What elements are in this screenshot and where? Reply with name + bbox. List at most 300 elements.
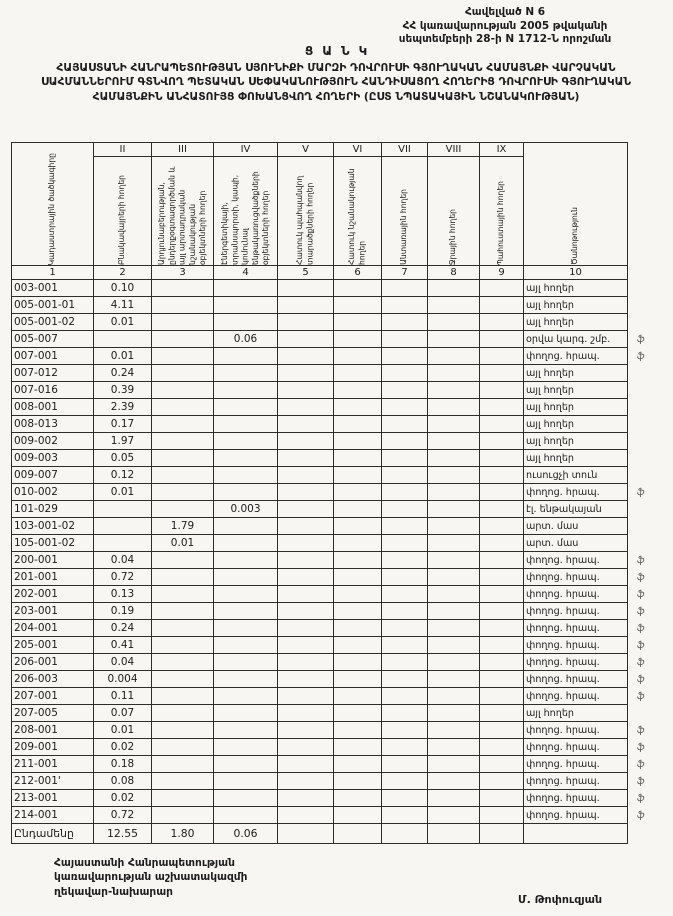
cell-margin-mark bbox=[628, 416, 670, 433]
cell-col3 bbox=[152, 501, 214, 518]
cell-col8 bbox=[428, 552, 480, 569]
handwritten-mark: ֆ bbox=[636, 554, 646, 567]
cell-col5 bbox=[278, 433, 334, 450]
cell-col6 bbox=[334, 705, 382, 722]
cell-col2: 0.12 bbox=[94, 467, 152, 484]
cell-col7 bbox=[382, 314, 428, 331]
cell-margin-mark bbox=[628, 671, 670, 688]
cell-col3 bbox=[152, 790, 214, 807]
cell-col8 bbox=[428, 603, 480, 620]
cell-note: փողոց. հրապ. bbox=[524, 739, 628, 756]
roman-numeral-col-5: V bbox=[278, 143, 334, 157]
cell-col5 bbox=[278, 484, 334, 501]
col-header-cadastral-code-label: Կադաստրային ծածկագիրը bbox=[47, 152, 57, 265]
cell-col7 bbox=[382, 773, 428, 790]
handwritten-mark: ֆ bbox=[636, 656, 646, 669]
col-number-4: 4 bbox=[214, 266, 278, 280]
col-header-8-label: Ջրային հողեր bbox=[448, 208, 458, 265]
cell-note: արտ. մաս bbox=[524, 535, 628, 552]
cell-col6 bbox=[334, 314, 382, 331]
cell-col4: 0.06 bbox=[214, 331, 278, 348]
cell-col9 bbox=[480, 586, 524, 603]
cell-col8 bbox=[428, 586, 480, 603]
table-row bbox=[12, 297, 670, 314]
cell-col3 bbox=[152, 280, 214, 297]
table-row bbox=[12, 535, 670, 552]
table-row bbox=[12, 416, 670, 433]
cell-col8 bbox=[428, 501, 480, 518]
table-row bbox=[12, 484, 670, 501]
cell-col3 bbox=[152, 314, 214, 331]
cell-col2: 0.01 bbox=[94, 722, 152, 739]
cell-col6 bbox=[334, 739, 382, 756]
cell-cadastral-code: 211-001 bbox=[12, 756, 94, 773]
cell-col3 bbox=[152, 773, 214, 790]
cell-col8 bbox=[428, 671, 480, 688]
cell-col2: 0.24 bbox=[94, 620, 152, 637]
cell-note: փողոց. հրապ. bbox=[524, 348, 628, 365]
col-number-1: 1 bbox=[12, 266, 94, 280]
table-row bbox=[12, 450, 670, 467]
col-number-8: 8 bbox=[428, 266, 480, 280]
cell-col5 bbox=[278, 297, 334, 314]
cell-col8 bbox=[428, 433, 480, 450]
cell-col3 bbox=[152, 399, 214, 416]
table-row bbox=[12, 382, 670, 399]
cell-col9 bbox=[480, 705, 524, 722]
cell-col5 bbox=[278, 569, 334, 586]
roman-numeral-col-3: III bbox=[152, 143, 214, 157]
roman-numeral-col-9: IX bbox=[480, 143, 524, 157]
cell-col2: 0.72 bbox=[94, 807, 152, 824]
table-row bbox=[12, 790, 670, 807]
roman-numeral-col-6: VI bbox=[334, 143, 382, 157]
handwritten-mark: ֆ bbox=[636, 486, 646, 499]
cell-col9 bbox=[480, 722, 524, 739]
cell-col5 bbox=[278, 467, 334, 484]
cell-col7 bbox=[382, 433, 428, 450]
col-number-9: 9 bbox=[480, 266, 524, 280]
cell-margin-mark bbox=[628, 722, 670, 739]
cell-margin-mark bbox=[628, 467, 670, 484]
cell-col7 bbox=[382, 688, 428, 705]
totals-note bbox=[524, 824, 628, 844]
handwritten-mark: ֆ bbox=[636, 588, 646, 601]
cell-margin-mark bbox=[628, 637, 670, 654]
cell-col5 bbox=[278, 382, 334, 399]
cell-note: այլ հողեր bbox=[524, 399, 628, 416]
cell-col6 bbox=[334, 535, 382, 552]
cell-col6 bbox=[334, 518, 382, 535]
cell-col3 bbox=[152, 433, 214, 450]
cell-col9 bbox=[480, 535, 524, 552]
cell-col3 bbox=[152, 365, 214, 382]
cell-col3 bbox=[152, 348, 214, 365]
totals-label: Ընդամենը bbox=[12, 824, 94, 844]
cell-col3 bbox=[152, 620, 214, 637]
cell-col6 bbox=[334, 450, 382, 467]
cell-note: փողոց. հրապ. bbox=[524, 756, 628, 773]
col-header-6-label: Հատուկ նշանակության հողեր bbox=[347, 168, 367, 265]
signatory-line-3: ղեկավար-նախարար bbox=[54, 885, 173, 898]
cell-cadastral-code: 009-003 bbox=[12, 450, 94, 467]
decree-line-1: ՀՀ կառավարության 2005 թվականի bbox=[402, 19, 608, 32]
cell-col6 bbox=[334, 484, 382, 501]
cell-col7 bbox=[382, 705, 428, 722]
cell-col7 bbox=[382, 807, 428, 824]
cell-col9 bbox=[480, 739, 524, 756]
cell-col5 bbox=[278, 688, 334, 705]
signatory-line-2: կառավարության աշխատակազմի bbox=[54, 871, 248, 884]
cell-col5 bbox=[278, 501, 334, 518]
cell-col4 bbox=[214, 705, 278, 722]
cell-margin-mark bbox=[628, 501, 670, 518]
cell-col8 bbox=[428, 654, 480, 671]
cell-cadastral-code: 207-001 bbox=[12, 688, 94, 705]
cell-margin-mark bbox=[628, 654, 670, 671]
col-header-9-label: Պահուստային հողեր bbox=[496, 180, 506, 265]
cell-col2: 0.41 bbox=[94, 637, 152, 654]
cell-margin-mark bbox=[628, 280, 670, 297]
handwritten-mark: ֆ bbox=[636, 571, 646, 584]
cell-col5 bbox=[278, 450, 334, 467]
handwritten-mark: ֆ bbox=[636, 673, 646, 686]
col-number-3: 3 bbox=[152, 266, 214, 280]
cell-col2: 2.39 bbox=[94, 399, 152, 416]
cell-col4 bbox=[214, 433, 278, 450]
cell-col6 bbox=[334, 501, 382, 518]
table-row bbox=[12, 603, 670, 620]
table-row bbox=[12, 773, 670, 790]
cell-col4 bbox=[214, 450, 278, 467]
col-header-5-label: Հատուկ պահպանվող տարածքների հողեր bbox=[295, 175, 315, 265]
cell-col4 bbox=[214, 382, 278, 399]
cell-note: այլ հողեր bbox=[524, 280, 628, 297]
cell-col2: 0.17 bbox=[94, 416, 152, 433]
cell-col4 bbox=[214, 280, 278, 297]
col-number-6: 6 bbox=[334, 266, 382, 280]
cell-cadastral-code: 212-001' bbox=[12, 773, 94, 790]
cell-col7 bbox=[382, 280, 428, 297]
appendix-label: Հավելված N 6 bbox=[464, 6, 546, 18]
cell-col6 bbox=[334, 552, 382, 569]
cell-col8 bbox=[428, 773, 480, 790]
cell-col3 bbox=[152, 688, 214, 705]
cell-col5 bbox=[278, 331, 334, 348]
cell-margin-mark bbox=[628, 297, 670, 314]
cell-col7 bbox=[382, 603, 428, 620]
cell-col2 bbox=[94, 501, 152, 518]
cell-cadastral-code: 101-029 bbox=[12, 501, 94, 518]
cell-col6 bbox=[334, 586, 382, 603]
cell-col8 bbox=[428, 280, 480, 297]
cell-col9 bbox=[480, 314, 524, 331]
cell-col9 bbox=[480, 365, 524, 382]
totals-col8 bbox=[428, 824, 480, 844]
cell-col6 bbox=[334, 722, 382, 739]
cell-col3 bbox=[152, 671, 214, 688]
cell-col8 bbox=[428, 382, 480, 399]
cell-cadastral-code: 003-001 bbox=[12, 280, 94, 297]
cell-col4 bbox=[214, 620, 278, 637]
cell-col4 bbox=[214, 399, 278, 416]
handwritten-mark: ֆ bbox=[636, 758, 646, 771]
handwritten-mark: ֆ bbox=[636, 724, 646, 737]
cell-col7 bbox=[382, 654, 428, 671]
cell-col2: 0.02 bbox=[94, 790, 152, 807]
totals-col6 bbox=[334, 824, 382, 844]
cell-cadastral-code: 214-001 bbox=[12, 807, 94, 824]
cell-cadastral-code: 009-007 bbox=[12, 467, 94, 484]
cell-col6 bbox=[334, 807, 382, 824]
roman-numeral-col-7: VII bbox=[382, 143, 428, 157]
cell-col4 bbox=[214, 484, 278, 501]
cell-col9 bbox=[480, 654, 524, 671]
cell-cadastral-code: 005-001-02 bbox=[12, 314, 94, 331]
margin-mark-number-cell bbox=[628, 266, 670, 280]
table-row bbox=[12, 552, 670, 569]
col-header-3-label: Արդյունաբերության, ընդերքօգտագործման և այլ արտադրական նշանակության օբյեկտների հողեր bbox=[156, 166, 207, 265]
cell-cadastral-code: 209-001 bbox=[12, 739, 94, 756]
cell-col2 bbox=[94, 518, 152, 535]
cell-col4 bbox=[214, 348, 278, 365]
cell-cadastral-code: 010-002 bbox=[12, 484, 94, 501]
cell-col9 bbox=[480, 416, 524, 433]
cell-cadastral-code: 007-001 bbox=[12, 348, 94, 365]
cell-note: փողոց. հրապ. bbox=[524, 603, 628, 620]
cell-col4 bbox=[214, 552, 278, 569]
signatory-name: Մ. Թոփուզյան bbox=[518, 893, 603, 906]
cell-col4 bbox=[214, 654, 278, 671]
cell-cadastral-code: 007-012 bbox=[12, 365, 94, 382]
handwritten-mark: ֆ bbox=[636, 622, 646, 635]
cell-cadastral-code: 200-001 bbox=[12, 552, 94, 569]
cell-col6 bbox=[334, 688, 382, 705]
cell-col7 bbox=[382, 382, 428, 399]
margin-mark-header bbox=[628, 143, 670, 266]
cell-col7 bbox=[382, 739, 428, 756]
cell-col8 bbox=[428, 790, 480, 807]
cell-margin-mark bbox=[628, 552, 670, 569]
table-row bbox=[12, 501, 670, 518]
totals-col3: 1.80 bbox=[152, 824, 214, 844]
cell-col2: 0.01 bbox=[94, 314, 152, 331]
cell-col3 bbox=[152, 603, 214, 620]
cell-col9 bbox=[480, 467, 524, 484]
cell-col7 bbox=[382, 348, 428, 365]
cell-col9 bbox=[480, 297, 524, 314]
cell-col3 bbox=[152, 331, 214, 348]
cell-col7 bbox=[382, 484, 428, 501]
table-row bbox=[12, 365, 670, 382]
cell-col9 bbox=[480, 382, 524, 399]
cell-col5 bbox=[278, 603, 334, 620]
cell-col8 bbox=[428, 756, 480, 773]
cell-note: ուսուցչի տուն bbox=[524, 467, 628, 484]
cell-cadastral-code: 007-016 bbox=[12, 382, 94, 399]
cell-col5 bbox=[278, 756, 334, 773]
cell-col4 bbox=[214, 365, 278, 382]
cell-col2: 0.02 bbox=[94, 739, 152, 756]
cell-col6 bbox=[334, 382, 382, 399]
cell-col7 bbox=[382, 467, 428, 484]
cell-col7 bbox=[382, 756, 428, 773]
cell-col7 bbox=[382, 297, 428, 314]
cell-col2: 0.01 bbox=[94, 484, 152, 501]
cell-col8 bbox=[428, 348, 480, 365]
cell-col4 bbox=[214, 569, 278, 586]
col-number-10: 10 bbox=[524, 266, 628, 280]
table-row bbox=[12, 705, 670, 722]
table-row bbox=[12, 586, 670, 603]
cell-col2 bbox=[94, 535, 152, 552]
cell-col2: 0.13 bbox=[94, 586, 152, 603]
cell-margin-mark bbox=[628, 382, 670, 399]
cell-col5 bbox=[278, 722, 334, 739]
cell-col8 bbox=[428, 416, 480, 433]
cell-col2: 0.11 bbox=[94, 688, 152, 705]
cell-note: փողոց. հրապ. bbox=[524, 722, 628, 739]
table-row bbox=[12, 807, 670, 824]
cell-col6 bbox=[334, 620, 382, 637]
cell-col7 bbox=[382, 365, 428, 382]
list-title: ՑԱՆԿ bbox=[304, 44, 377, 58]
cell-note: այլ հողեր bbox=[524, 297, 628, 314]
table-row bbox=[12, 722, 670, 739]
cell-cadastral-code: 008-013 bbox=[12, 416, 94, 433]
cell-col4 bbox=[214, 722, 278, 739]
cell-col4 bbox=[214, 416, 278, 433]
cell-col9 bbox=[480, 552, 524, 569]
cell-col5 bbox=[278, 518, 334, 535]
cell-col3 bbox=[152, 467, 214, 484]
cell-col3: 0.01 bbox=[152, 535, 214, 552]
cell-col5 bbox=[278, 535, 334, 552]
cell-cadastral-code: 105-001-02 bbox=[12, 535, 94, 552]
cell-col7 bbox=[382, 722, 428, 739]
handwritten-mark: ֆ bbox=[636, 333, 646, 346]
cell-col7 bbox=[382, 535, 428, 552]
cell-col3 bbox=[152, 297, 214, 314]
cell-col2: 0.08 bbox=[94, 773, 152, 790]
list-subtitle: ՀԱՅԱՍՏԱՆԻ ՀԱՆՐԱՊԵՏՈՒԹՅԱՆ ՍՅՈՒՆԻՔԻ ՄԱՐԶԻ ԴՈՎՐՈՒՍԻ ԳՅՈՒՂԱԿԱՆ ՀԱՄԱՅՆՔԻ ՎԱՐՉԱԿԱՆ ՍԱՀՄԱՆՆԵՐՈՒՄ ԳՏՆՎՈՂ ՊԵՏԱԿԱՆ ՍԵՓԱԿԱՆՈՒԹՅՈՒՆ ՀԱՆԴԻՍԱՑՈՂ ՀՈՂԵՐԻՑ ԴՈՎՐՈՒՍԻ ԳՅՈՒՂԱԿԱՆ ՀԱՄԱՅՆՔԻՆ ԱՆՀԱՏՈՒՅՑ ՓՈԽԱՆՑՎՈՂ ՀՈՂԵՐԻ (ԸՍՏ ՆՊԱՏԱԿԱՅԻՆ ՆՇԱՆԱԿՈՒԹՅԱՆ) bbox=[40, 61, 632, 103]
cell-col8 bbox=[428, 705, 480, 722]
handwritten-mark: ֆ bbox=[636, 690, 646, 703]
cell-col6 bbox=[334, 365, 382, 382]
table-body bbox=[12, 280, 670, 844]
cell-margin-mark bbox=[628, 620, 670, 637]
cell-note: փողոց. հրապ. bbox=[524, 637, 628, 654]
col-header-7-label: Անտառային հողեր bbox=[399, 189, 409, 265]
cell-col8 bbox=[428, 535, 480, 552]
cell-col9 bbox=[480, 756, 524, 773]
cell-col8 bbox=[428, 739, 480, 756]
cell-note: այլ հողեր bbox=[524, 433, 628, 450]
cell-margin-mark bbox=[628, 348, 670, 365]
cell-col8 bbox=[428, 484, 480, 501]
col-number-5: 5 bbox=[278, 266, 334, 280]
col-header-note-label: Ծանոթություն bbox=[570, 207, 580, 265]
roman-numeral-col-8: VIII bbox=[428, 143, 480, 157]
cell-col3 bbox=[152, 484, 214, 501]
cell-col3 bbox=[152, 569, 214, 586]
cell-margin-mark bbox=[628, 314, 670, 331]
cell-col7 bbox=[382, 552, 428, 569]
cell-col7 bbox=[382, 620, 428, 637]
totals-col2: 12.55 bbox=[94, 824, 152, 844]
totals-col5 bbox=[278, 824, 334, 844]
cell-col7 bbox=[382, 501, 428, 518]
totals-col7 bbox=[382, 824, 428, 844]
cell-cadastral-code: 206-003 bbox=[12, 671, 94, 688]
cell-col6 bbox=[334, 569, 382, 586]
cell-cadastral-code: 201-001 bbox=[12, 569, 94, 586]
cell-col2: 0.10 bbox=[94, 280, 152, 297]
cell-col2: 0.72 bbox=[94, 569, 152, 586]
cell-col9 bbox=[480, 603, 524, 620]
cell-col8 bbox=[428, 467, 480, 484]
cell-col6 bbox=[334, 433, 382, 450]
cell-cadastral-code: 203-001 bbox=[12, 603, 94, 620]
cell-margin-mark bbox=[628, 688, 670, 705]
cell-margin-mark bbox=[628, 433, 670, 450]
cell-col9 bbox=[480, 433, 524, 450]
table-row bbox=[12, 280, 670, 297]
cell-note: օրվա կարգ. շմբ. bbox=[524, 331, 628, 348]
header-roman-row bbox=[12, 143, 670, 157]
cell-note: փողոց. հրապ. bbox=[524, 773, 628, 790]
col-header-5 bbox=[278, 157, 334, 266]
table-row bbox=[12, 637, 670, 654]
cell-col5 bbox=[278, 552, 334, 569]
cell-col9 bbox=[480, 790, 524, 807]
col-header-4 bbox=[214, 157, 278, 266]
cell-note: փողոց. հրապ. bbox=[524, 807, 628, 824]
table-header bbox=[12, 143, 670, 280]
cell-margin-mark bbox=[628, 603, 670, 620]
cell-col2: 0.05 bbox=[94, 450, 152, 467]
table-row bbox=[12, 331, 670, 348]
cell-col2: 4.11 bbox=[94, 297, 152, 314]
cell-col4 bbox=[214, 518, 278, 535]
table-row bbox=[12, 756, 670, 773]
cell-col3 bbox=[152, 654, 214, 671]
cell-note: արտ. մաս bbox=[524, 518, 628, 535]
cell-col3 bbox=[152, 637, 214, 654]
cell-col4 bbox=[214, 671, 278, 688]
cell-col5 bbox=[278, 586, 334, 603]
cell-note: փողոց. հրապ. bbox=[524, 688, 628, 705]
cell-col2: 1.97 bbox=[94, 433, 152, 450]
cell-note: այլ հողեր bbox=[524, 314, 628, 331]
col-header-4-label: Էներգետիկայի, տրանսպորտի, կապի, կոմունալ ենթակառուցվածքների օբյեկտների հողեր bbox=[219, 171, 270, 265]
decree-line-2: սեպտեմբերի 28-ի N 1712-Ն որոշման bbox=[398, 33, 612, 46]
cell-margin-mark bbox=[628, 535, 670, 552]
cell-col6 bbox=[334, 348, 382, 365]
cell-note: այլ հողեր bbox=[524, 365, 628, 382]
col-header-2 bbox=[94, 157, 152, 266]
cell-col7 bbox=[382, 416, 428, 433]
cell-margin-mark bbox=[628, 773, 670, 790]
roman-numeral-col-4: IV bbox=[214, 143, 278, 157]
cell-col8 bbox=[428, 365, 480, 382]
roman-numeral-col-2: II bbox=[94, 143, 152, 157]
cell-cadastral-code: 206-001 bbox=[12, 654, 94, 671]
table-row bbox=[12, 348, 670, 365]
cell-col8 bbox=[428, 450, 480, 467]
cell-note: փողոց. հրապ. bbox=[524, 484, 628, 501]
cell-cadastral-code: 213-001 bbox=[12, 790, 94, 807]
